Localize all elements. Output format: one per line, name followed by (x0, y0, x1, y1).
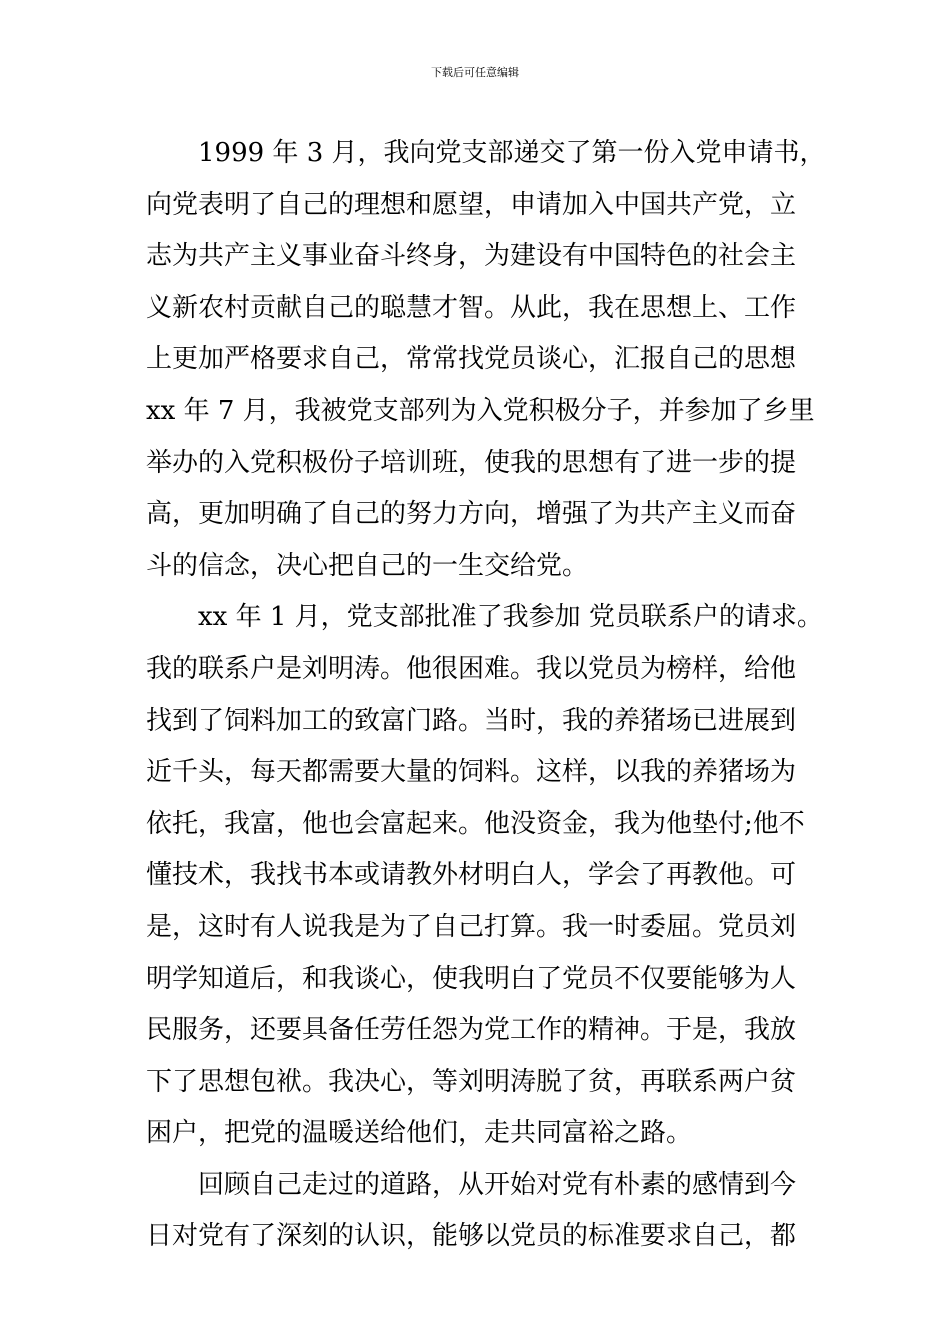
paragraph-line: 举办的入党积极份子培训班，使我的思想有了进一步的提 (146, 447, 797, 478)
paragraph-line: 义新农村贡献自己的聪慧才智。从此，我在思想上、工作 (146, 292, 797, 323)
paragraph-line: 向党表明了自己的理想和愿望，申请加入中国共产党，立 (146, 189, 797, 220)
paragraph-line: 日对党有了深刻的认识，能够以党员的标准要求自己，都 (146, 1221, 797, 1252)
paragraph-line: 民服务，还要具备任劳任怨为党工作的精神。于是，我放 (146, 1015, 797, 1046)
paragraph-line: 斗的信念，决心把自己的一生交给党。 (146, 550, 589, 581)
paragraph-line: 上更加严格要求自己，常常找党员谈心，汇报自己的思想 (146, 344, 797, 375)
paragraph-line: 近千头，每天都需要大量的饲料。这样，以我的养猪场为 (146, 757, 797, 788)
paragraph-line: 依托，我富，他也会富起来。他没资金，我为他垫付;他不 (146, 808, 805, 839)
paragraph-line: 1999 年 3 月，我向党支部递交了第一份入党申请书， (198, 138, 826, 168)
paragraph-1 (146, 128, 826, 592)
paragraph-line: 高，更加明确了自己的努力方向，增强了为共产主义而奋 (146, 499, 797, 530)
paragraph-line: 我的联系户是刘明涛。他很困难。我以党员为榜样，给他 (146, 653, 797, 684)
paragraph-line: xx 年 1 月，党支部批准了我参加 党员联系户的请求。 (198, 602, 823, 633)
paragraph-line: 志为共产主义事业奋斗终身，为建设有中国特色的社会主 (146, 241, 797, 272)
paragraph-3 (146, 1160, 806, 1263)
paragraph-line: 困户，把党的温暖送给他们，走共同富裕之路。 (146, 1118, 693, 1149)
paragraph-line: xx 年 7 月，我被党支部列为入党积极分子，并参加了乡里 (146, 395, 815, 426)
paragraph-line: 回顾自己走过的道路，从开始对党有朴素的感情到今 (198, 1169, 797, 1200)
paragraph-line: 懂技术，我找书本或请教外材明白人，学会了再教他。可 (146, 860, 797, 891)
paragraph-line: 找到了饲料加工的致富门路。当时，我的养猪场已进展到 (146, 705, 797, 736)
paragraph-line: 下了思想包袱。我决心，等刘明涛脱了贫，再联系两户贫 (146, 1066, 797, 1097)
document-body (146, 128, 826, 1263)
paragraph-line: 是，这时有人说我是为了自己打算。我一时委屈。党员刘 (146, 911, 797, 942)
page-header: 下载后可任意编辑 (431, 66, 519, 79)
paragraph-line: 明学知道后，和我谈心，使我明白了党员不仅要能够为人 (146, 963, 797, 994)
paragraph-2 (146, 592, 823, 1160)
